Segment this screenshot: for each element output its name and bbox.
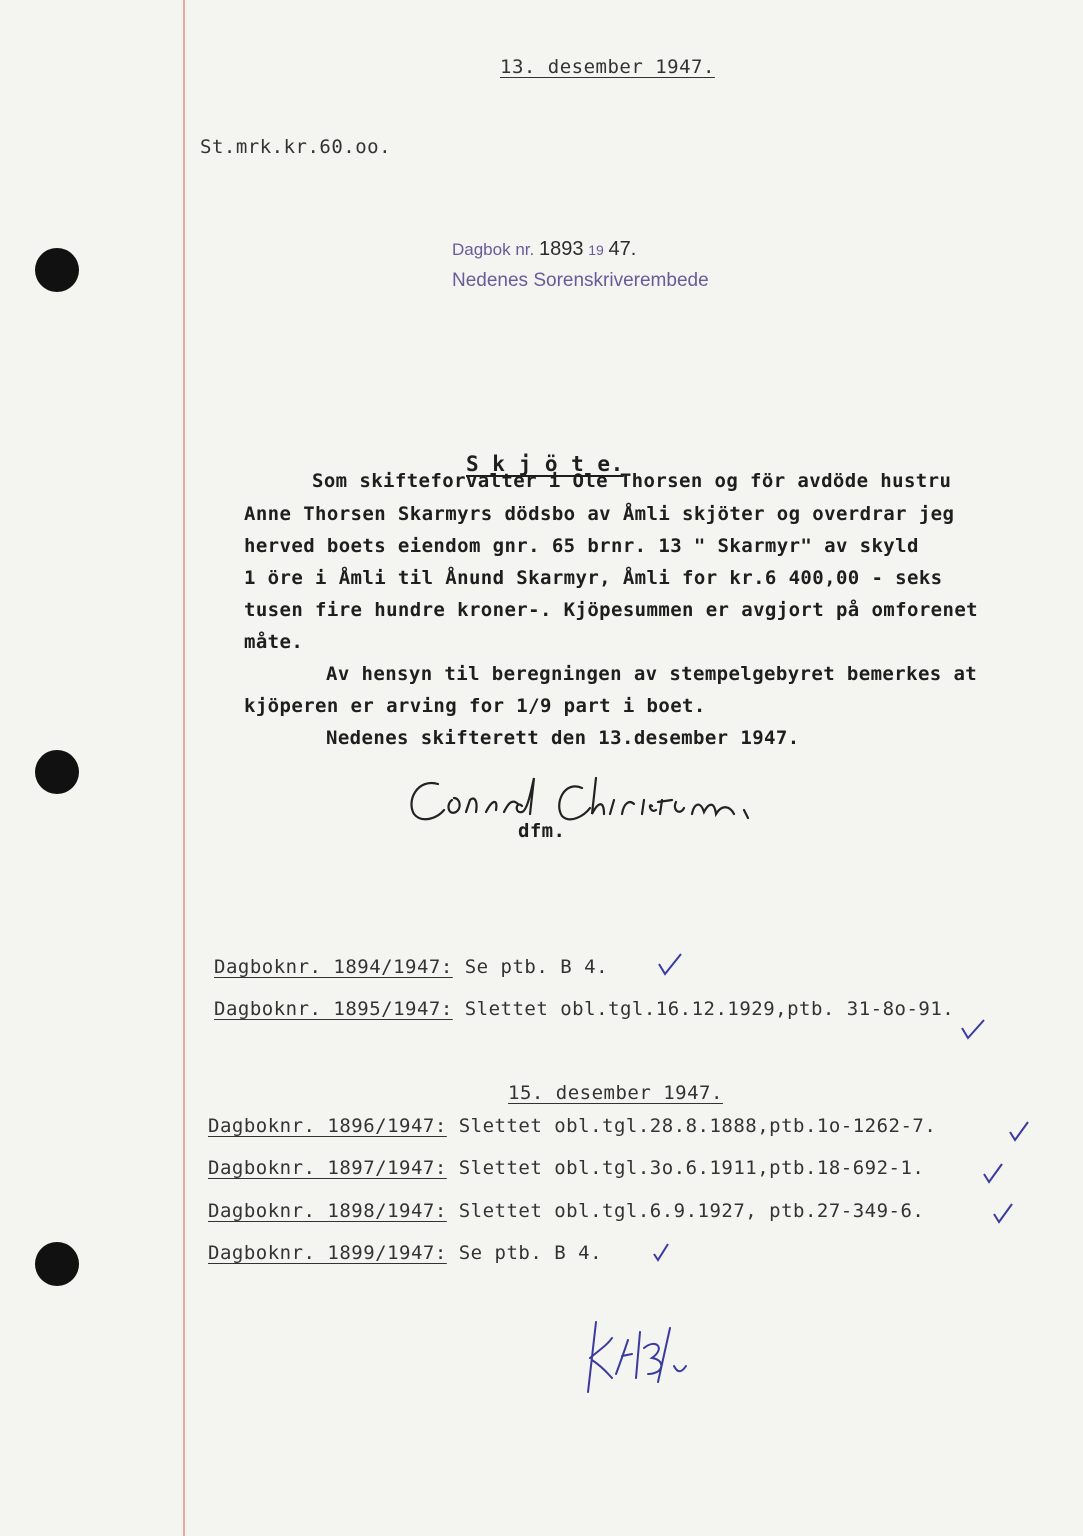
- journal-entry: [208, 1115, 936, 1137]
- journal-text: Slettet obl.tgl.3o.6.1911,ptb.18-692-1.: [458, 1157, 925, 1179]
- deed-line: Nedenes skifterett den 13.desember 1947.: [326, 727, 800, 749]
- stamp-prefix: Dagbok nr.: [452, 240, 535, 259]
- stamp-number: 1893: [538, 238, 584, 260]
- stamp-year-suffix: 47.: [608, 238, 637, 260]
- section-date: 15. desember 1947.: [508, 1082, 723, 1104]
- initials-scrawl: [582, 1318, 692, 1398]
- punch-hole-bottom: [35, 1242, 79, 1286]
- journal-entry: [208, 1200, 924, 1222]
- journal-entry: [214, 956, 608, 978]
- deed-line: måte.: [244, 631, 304, 653]
- check-mark-icon: [1006, 1120, 1032, 1144]
- check-mark-icon: [655, 952, 685, 978]
- deed-line: kjöperen er arving for 1/9 part i boet.: [244, 695, 706, 717]
- margin-rule: [183, 0, 185, 1536]
- deed-line: Som skifteforvalter i Ole Thorsen og för avdöde hustru: [312, 470, 952, 492]
- journal-ref: Dagboknr. 1899/1947:: [208, 1242, 447, 1264]
- signature-scrawl: [404, 770, 774, 830]
- check-mark-icon: [650, 1242, 672, 1264]
- check-mark-icon: [990, 1202, 1016, 1226]
- journal-text: Slettet obl.tgl.6.9.1927, ptb.27-349-6.: [458, 1200, 925, 1222]
- check-mark-icon: [958, 1018, 988, 1042]
- journal-text: Slettet obl.tgl.16.12.1929,ptb. 31-8o-91.: [464, 998, 955, 1020]
- journal-text: Slettet obl.tgl.28.8.1888,ptb.1o-1262-7.: [458, 1115, 937, 1137]
- journal-entry: [214, 998, 954, 1020]
- journal-ref: Dagboknr. 1898/1947:: [208, 1200, 447, 1222]
- registry-stamp-line-2: Nedenes Sorenskriverembede: [452, 270, 709, 291]
- deed-title: S k j ö t e.: [466, 452, 624, 476]
- journal-ref: Dagboknr. 1895/1947:: [214, 998, 453, 1020]
- journal-entry: [208, 1242, 602, 1264]
- stamp-year-prefix: 19: [588, 242, 604, 258]
- journal-ref: Dagboknr. 1897/1947:: [208, 1157, 447, 1179]
- journal-entry: [208, 1157, 924, 1179]
- check-mark-icon: [980, 1162, 1006, 1186]
- registry-stamp-line-1: [452, 238, 636, 261]
- deed-line: Anne Thorsen Skarmyrs dödsbo av Åmli skjöter og overdrar jeg: [244, 503, 955, 525]
- deed-line: tusen fire hundre kroner-. Kjöpesummen er avgjort på omforenet: [244, 599, 979, 621]
- punch-hole-middle: [35, 750, 79, 794]
- journal-text: Se ptb. B 4.: [458, 1242, 603, 1264]
- deed-line: 1 öre i Åmli til Ånund Skarmyr, Åmli for kr.6 400,00 - seks: [244, 567, 943, 589]
- deed-line: Av hensyn til beregningen av stempelgebyret bemerkes at: [326, 663, 978, 685]
- deed-line: herved boets eiendom gnr. 65 brnr. 13 " Skarmyr" av skyld: [244, 535, 919, 557]
- header-date: 13. desember 1947.: [500, 56, 715, 78]
- journal-ref: Dagboknr. 1896/1947:: [208, 1115, 447, 1137]
- punch-hole-top: [35, 248, 79, 292]
- journal-text: Se ptb. B 4.: [464, 956, 609, 978]
- stamp-duty-note: St.mrk.kr.60.oo.: [200, 136, 392, 158]
- signature-title: dfm.: [518, 820, 566, 842]
- journal-ref: Dagboknr. 1894/1947:: [214, 956, 453, 978]
